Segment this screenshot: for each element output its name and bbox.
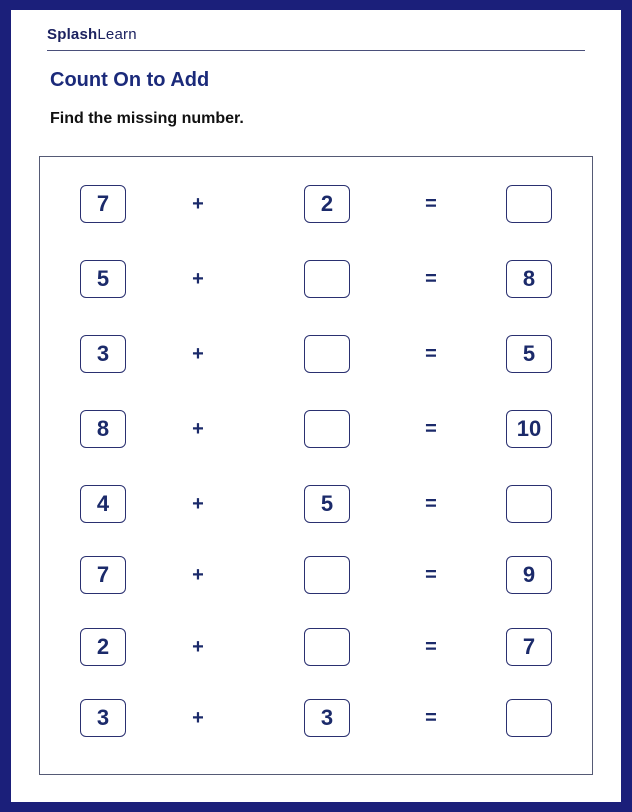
sum-box[interactable]: 8 bbox=[506, 260, 552, 298]
brand-bold: Splash bbox=[47, 26, 98, 43]
problem-row bbox=[40, 628, 592, 668]
addend-a-box: 3 bbox=[80, 335, 126, 373]
sum-box[interactable] bbox=[506, 185, 552, 223]
page-title: Count On to Add bbox=[50, 69, 210, 91]
addend-a-box: 2 bbox=[80, 628, 126, 666]
problem-row bbox=[40, 485, 592, 525]
equals-sign: = bbox=[425, 563, 437, 586]
plus-sign: + bbox=[192, 563, 204, 586]
addend-b-box[interactable] bbox=[304, 628, 350, 666]
addend-a-box: 8 bbox=[80, 410, 126, 448]
equals-sign: = bbox=[425, 492, 437, 515]
instruction-text: Find the missing number. bbox=[50, 110, 244, 127]
brand-logo bbox=[47, 26, 137, 43]
sum-box[interactable] bbox=[506, 699, 552, 737]
plus-sign: + bbox=[192, 192, 204, 215]
brand-light: Learn bbox=[97, 26, 137, 43]
addend-a-box: 3 bbox=[80, 699, 126, 737]
sum-box[interactable]: 7 bbox=[506, 628, 552, 666]
addend-a-box: 4 bbox=[80, 485, 126, 523]
problem-row bbox=[40, 410, 592, 450]
sum-box[interactable] bbox=[506, 485, 552, 523]
plus-sign: + bbox=[192, 492, 204, 515]
equals-sign: = bbox=[425, 342, 437, 365]
plus-sign: + bbox=[192, 342, 204, 365]
problems-panel bbox=[39, 156, 593, 775]
addend-b-box[interactable] bbox=[304, 260, 350, 298]
addend-a-box: 7 bbox=[80, 185, 126, 223]
addend-b-box[interactable] bbox=[304, 410, 350, 448]
sum-box[interactable]: 9 bbox=[506, 556, 552, 594]
header-divider bbox=[47, 50, 585, 51]
plus-sign: + bbox=[192, 417, 204, 440]
equals-sign: = bbox=[425, 706, 437, 729]
addend-b-box[interactable] bbox=[304, 335, 350, 373]
plus-sign: + bbox=[192, 267, 204, 290]
problem-row bbox=[40, 335, 592, 375]
problem-row bbox=[40, 699, 592, 739]
addend-a-box: 7 bbox=[80, 556, 126, 594]
addend-a-box: 5 bbox=[80, 260, 126, 298]
equals-sign: = bbox=[425, 417, 437, 440]
problem-row bbox=[40, 260, 592, 300]
equals-sign: = bbox=[425, 192, 437, 215]
addend-b-box[interactable]: 3 bbox=[304, 699, 350, 737]
equals-sign: = bbox=[425, 635, 437, 658]
worksheet bbox=[11, 10, 621, 802]
addend-b-box[interactable]: 2 bbox=[304, 185, 350, 223]
addend-b-box[interactable] bbox=[304, 556, 350, 594]
problem-row bbox=[40, 556, 592, 596]
plus-sign: + bbox=[192, 706, 204, 729]
plus-sign: + bbox=[192, 635, 204, 658]
addend-b-box[interactable]: 5 bbox=[304, 485, 350, 523]
equals-sign: = bbox=[425, 267, 437, 290]
problem-row bbox=[40, 185, 592, 225]
sum-box[interactable]: 10 bbox=[506, 410, 552, 448]
sum-box[interactable]: 5 bbox=[506, 335, 552, 373]
